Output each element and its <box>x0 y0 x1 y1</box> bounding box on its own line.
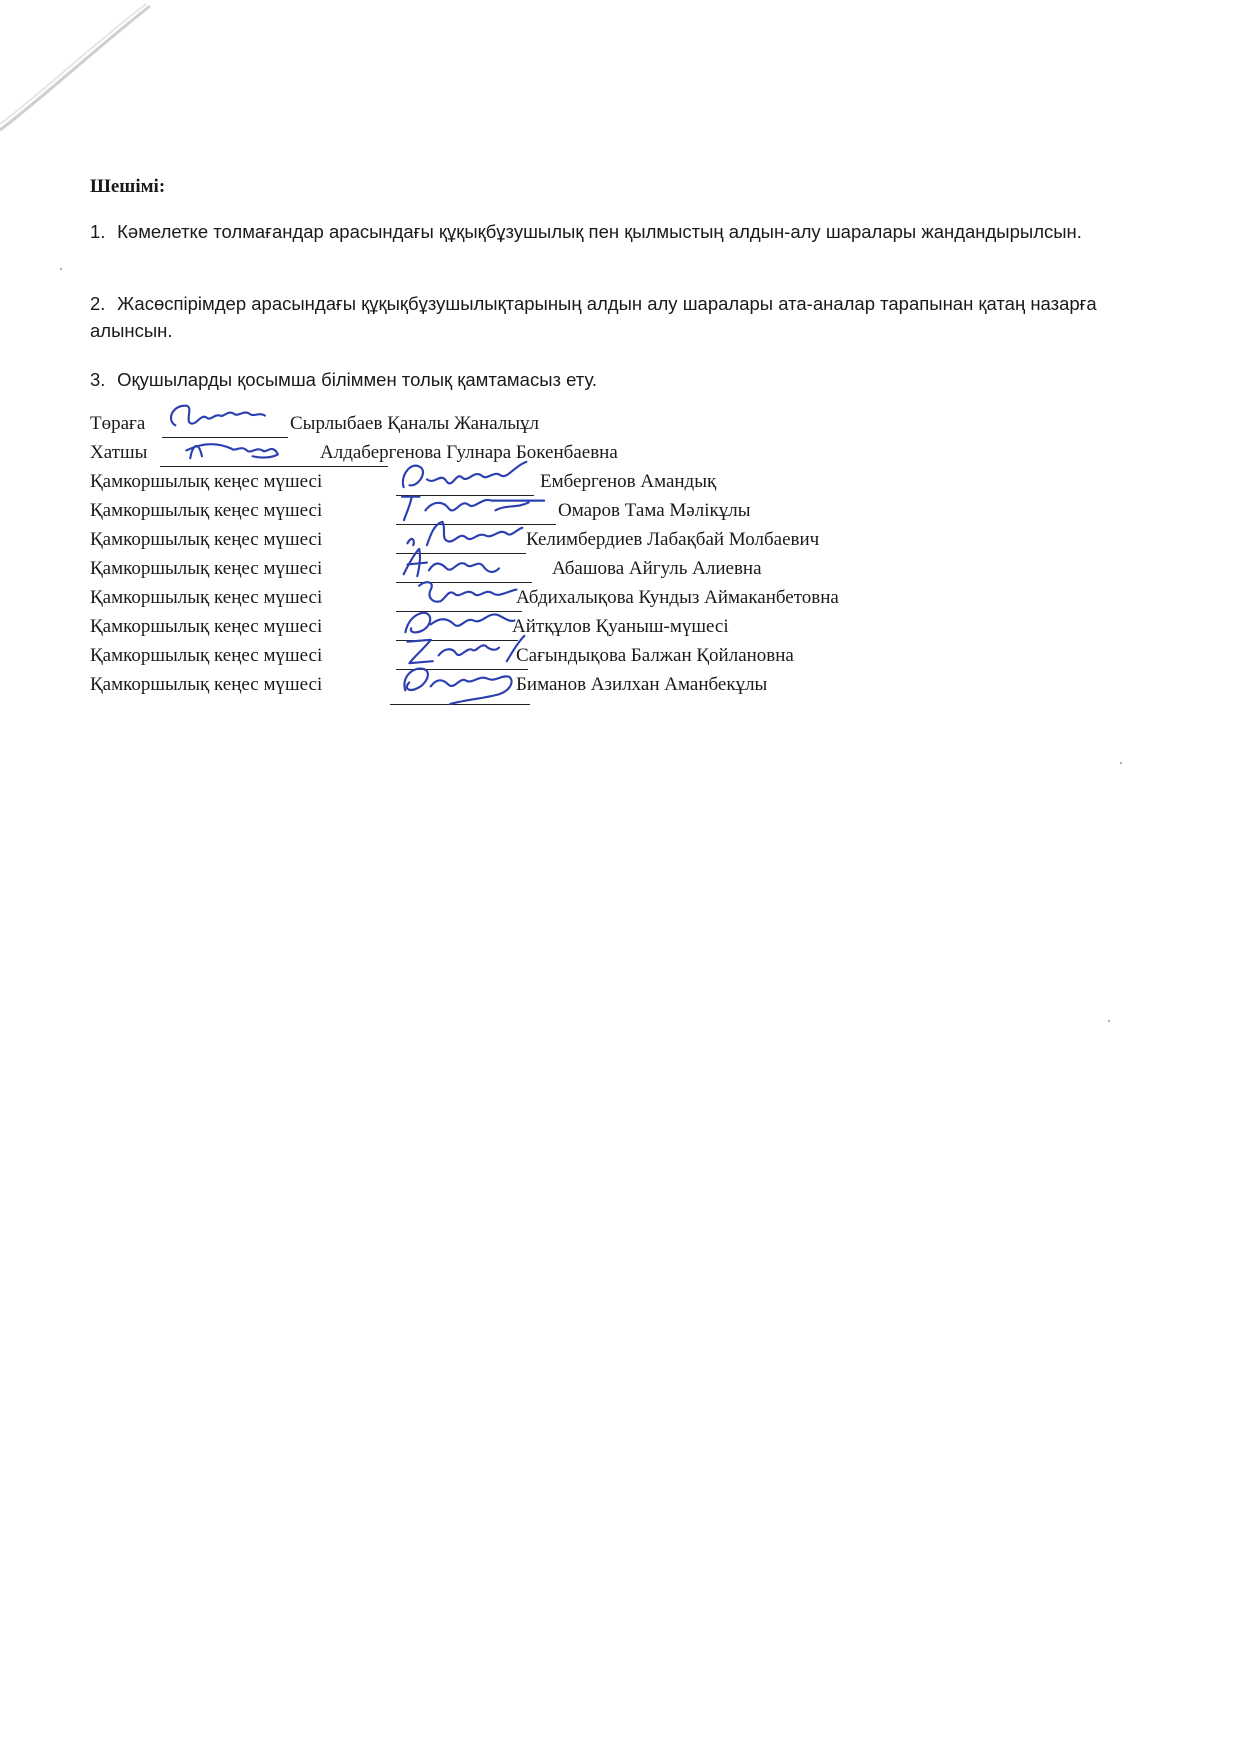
decision-item <box>90 218 1150 245</box>
scan-speck <box>1108 1020 1110 1022</box>
page-fold-mark <box>0 0 170 150</box>
signatory-role: Қамкоршылық кеңес мүшесі <box>90 529 323 550</box>
signatory-name: Айтқұлов Қуаныш-мүшесі <box>512 616 729 637</box>
signatory-role: Қамкоршылық кеңес мүшесі <box>90 587 323 608</box>
signatory-name: Келимбердиев Лабақбай Молбаевич <box>526 529 820 550</box>
signatory-name: Биманов Азилхан Аманбекұлы <box>516 674 768 695</box>
item-text: Оқушыларды қосымша біліммен толық қамтамасыз ету. <box>117 369 598 390</box>
item-number: 3. <box>90 369 106 390</box>
signatory-role: Қамкоршылық кеңес мүшесі <box>90 645 323 666</box>
signatory-name: Абашова Айгуль Алиевна <box>552 558 762 579</box>
signatory-name: Омаров Тама Мәлікұлы <box>558 500 751 521</box>
signatory-name: Ембергенов Амандық <box>540 471 717 492</box>
signatory-role: Төраға <box>90 413 146 434</box>
signatory-role: Қамкоршылық кеңес мүшесі <box>90 471 323 492</box>
signatory-role: Хатшы <box>90 442 148 463</box>
signatory-role: Қамкоршылық кеңес мүшесі <box>90 500 323 521</box>
signatory-name: Алдабергенова Гулнара Бокенбаевна <box>320 442 618 463</box>
item-text: Кәмелетке толмағандар арасындағы құқықбұзушылық пен қылмыстың алдын-алу шаралары жандандырылсын. <box>117 221 1082 242</box>
item-number: 2. <box>90 293 106 314</box>
signatory-name: Абдихалықова Кундыз Аймаканбетовна <box>516 587 839 608</box>
item-text: Жасөспірімдер арасындағы құқықбұзушылықтарының алдын алу шаралары ата-аналар тарапынан қатаң назарға алынсын. <box>90 293 1097 341</box>
scan-speck <box>1120 762 1122 764</box>
signatory-name: Сырлыбаев Қаналы Жаналыұл <box>290 413 540 434</box>
signatory-role: Қамкоршылық кеңес мүшесі <box>90 674 323 695</box>
signatory-role: Қамкоршылық кеңес мүшесі <box>90 616 323 637</box>
scan-speck <box>60 268 62 270</box>
decision-item <box>90 366 1150 393</box>
decision-heading: Шешімі: <box>90 176 166 197</box>
decision-item <box>90 290 1150 344</box>
signatory-name: Сағындықова Балжан Қойлановна <box>516 645 794 666</box>
handwritten-signature <box>390 661 530 705</box>
item-number: 1. <box>90 221 106 242</box>
signatory-role: Қамкоршылық кеңес мүшесі <box>90 558 323 579</box>
